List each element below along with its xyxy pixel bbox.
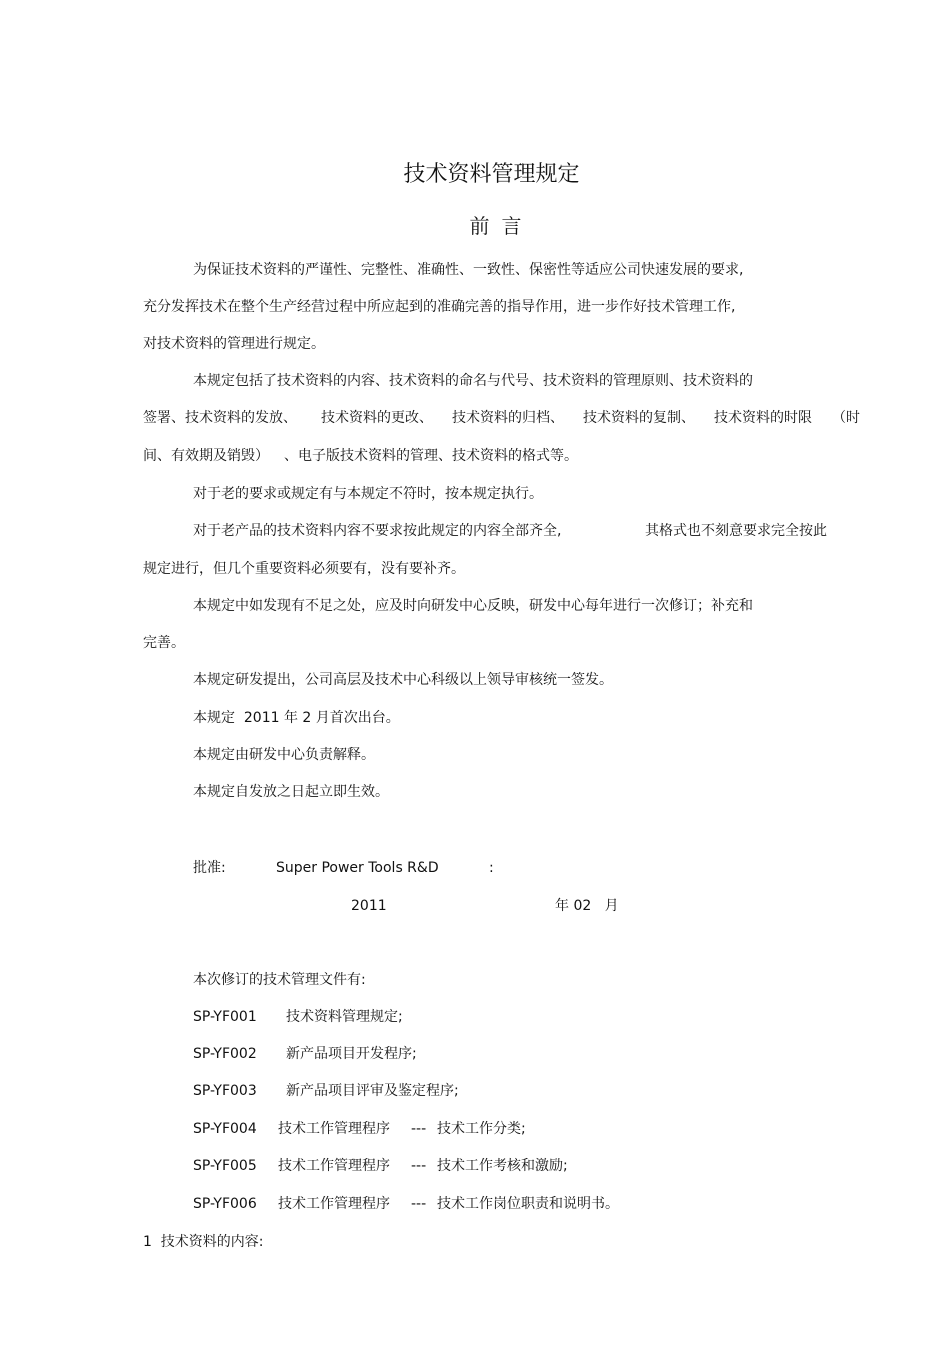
revision-name: 新产品项目评审及鉴定程序; bbox=[286, 1083, 459, 1099]
revision-name: 技术工作管理程序 bbox=[278, 1121, 390, 1137]
page-title: 技术资料管理规定 bbox=[403, 162, 580, 187]
paragraph-line: 对于老的要求或规定有与本规定不符时，按本规定执行。 bbox=[193, 486, 543, 502]
section-heading: 1 技术资料的内容: bbox=[143, 1234, 264, 1250]
paragraph-line: 本规定 2011 年 2 月首次出台。 bbox=[193, 710, 400, 726]
revision-name: 技术工作管理程序 bbox=[278, 1196, 390, 1212]
revision-code: SP-YF004 bbox=[193, 1121, 257, 1137]
paragraph-line: 本规定研发提出，公司高层及技术中心科级以上领导审核统一签发。 bbox=[193, 672, 613, 688]
paragraph-line: 本规定自发放之日起立即生效。 bbox=[193, 784, 389, 800]
paragraph-line: （时 bbox=[832, 410, 860, 426]
paragraph-line: 技术资料的更改、 bbox=[321, 410, 433, 426]
paragraph-line: 技术资料的归档、 bbox=[452, 410, 564, 426]
revision-detail: 技术工作分类; bbox=[437, 1121, 526, 1137]
paragraph-line: 技术资料的复制、 bbox=[583, 410, 695, 426]
revision-name: 新产品项目开发程序; bbox=[286, 1046, 417, 1062]
paragraph-line: 为保证技术资料的严谨性、完整性、准确性、一致性、保密性等适应公司快速发展的要求, bbox=[193, 262, 744, 278]
revision-sep: --- bbox=[411, 1158, 427, 1174]
paragraph-line: 完善。 bbox=[143, 635, 185, 651]
revision-code: SP-YF005 bbox=[193, 1158, 257, 1174]
revision-code: SP-YF001 bbox=[193, 1009, 257, 1025]
revision-code: SP-YF006 bbox=[193, 1196, 257, 1212]
approval-year: 2011 bbox=[351, 898, 387, 914]
revision-detail: 技术工作考核和激励; bbox=[437, 1158, 568, 1174]
revision-name: 技术工作管理程序 bbox=[278, 1158, 390, 1174]
approval-label: 批准: bbox=[193, 860, 226, 876]
approval-company: Super Power Tools R&D bbox=[276, 860, 439, 876]
approval-colon: : bbox=[489, 860, 494, 876]
paragraph-line: 对于老产品的技术资料内容不要求按此规定的内容全部齐全, bbox=[193, 523, 562, 539]
paragraph-line: 规定进行，但几个重要资料必须要有，没有要补齐。 bbox=[143, 561, 465, 577]
revision-name: 技术资料管理规定; bbox=[286, 1009, 403, 1025]
revision-code: SP-YF003 bbox=[193, 1083, 257, 1099]
paragraph-line: 对技术资料的管理进行规定。 bbox=[143, 336, 325, 352]
paragraph-line: 其格式也不刻意要求完全按此 bbox=[645, 523, 827, 539]
paragraph-line: 签署、技术资料的发放、 bbox=[143, 410, 297, 426]
preface-heading: 前言 bbox=[469, 214, 534, 238]
paragraph-line: 本规定由研发中心负责解释。 bbox=[193, 747, 375, 763]
revision-sep: --- bbox=[411, 1196, 427, 1212]
revision-sep: --- bbox=[411, 1121, 427, 1137]
paragraph-line: 充分发挥技术在整个生产经营过程中所应起到的准确完善的指导作用，进一步作好技术管理工作, bbox=[143, 299, 736, 315]
paragraph-line: 本规定包括了技术资料的内容、技术资料的命名与代号、技术资料的管理原则、技术资料的 bbox=[193, 373, 753, 389]
revision-detail: 技术工作岗位职责和说明书。 bbox=[437, 1196, 619, 1212]
paragraph-line: 技术资料的时限 bbox=[714, 410, 812, 426]
revision-code: SP-YF002 bbox=[193, 1046, 257, 1062]
paragraph-line: 间、有效期及销毁） bbox=[143, 448, 269, 464]
approval-month: 年 02 月 bbox=[555, 898, 619, 914]
revision-heading: 本次修订的技术管理文件有: bbox=[193, 972, 366, 988]
paragraph-line: 、电子版技术资料的管理、技术资料的格式等。 bbox=[284, 448, 578, 464]
paragraph-line: 本规定中如发现有不足之处，应及时向研发中心反映，研发中心每年进行一次修订；补充和 bbox=[193, 598, 753, 614]
